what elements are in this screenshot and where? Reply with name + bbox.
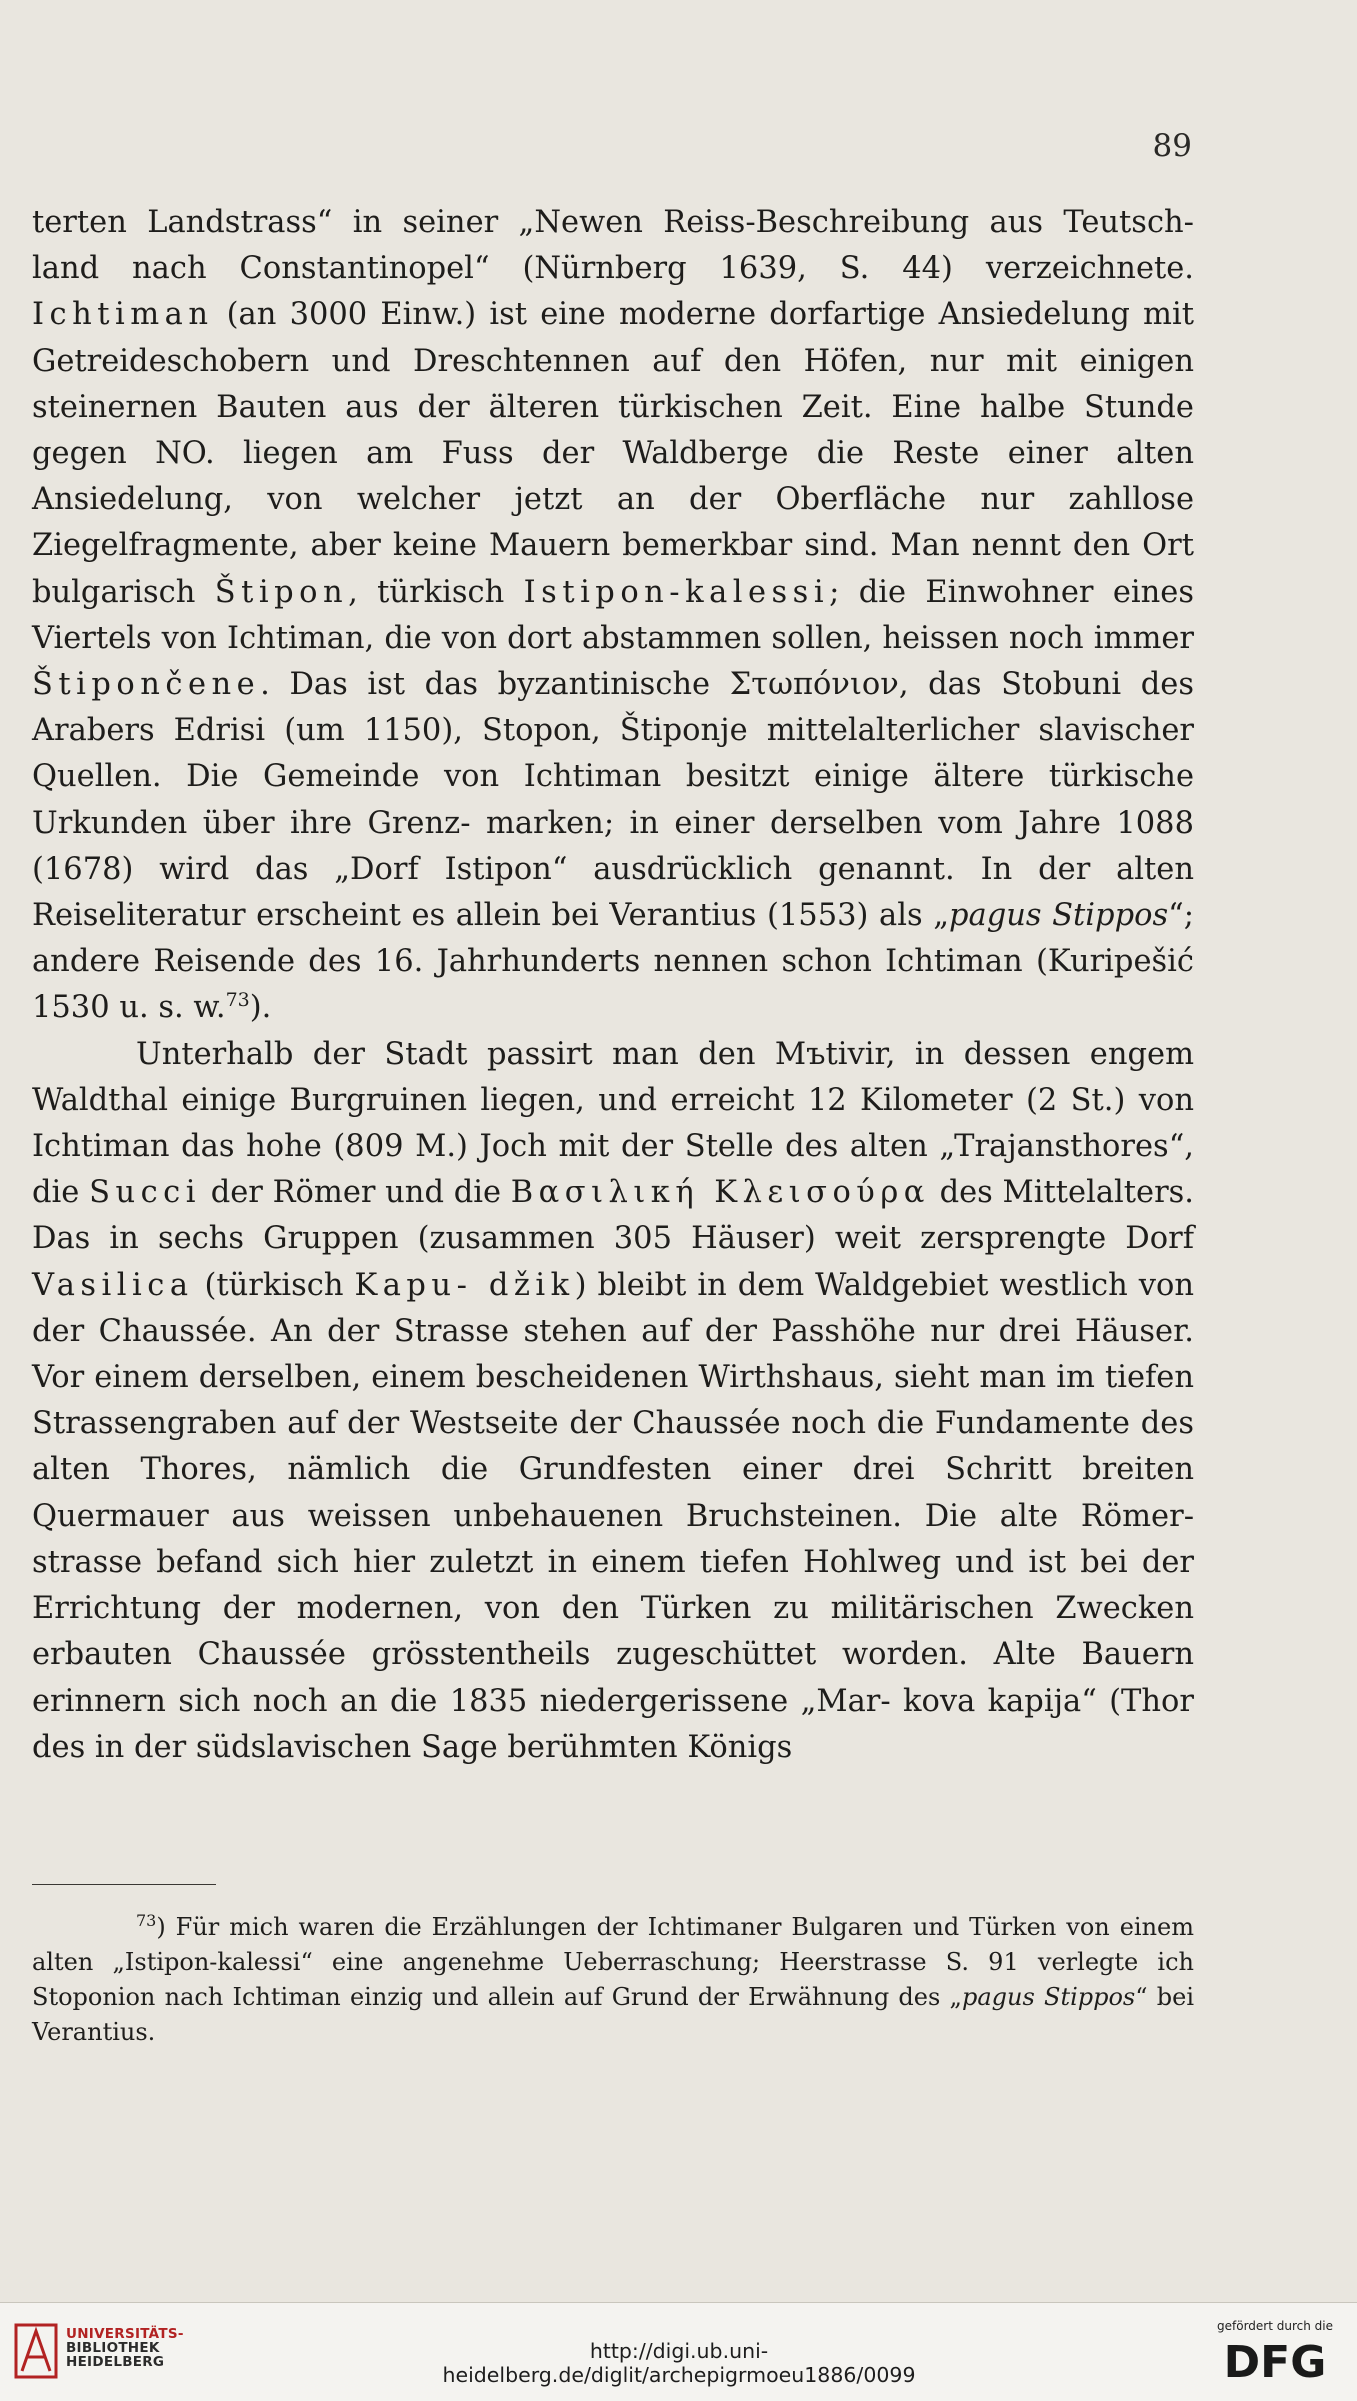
text-run: ). — [249, 990, 272, 1026]
text-run: Βασιλική Κλεισούρα — [510, 1175, 930, 1211]
text-run: Unterhalb der Stadt passirt man den Mъtivir, in dessen engem Waldthal einige Burgruinen liegen, und erreicht 12 Kilometer (2 St.) von Ichtiman das hohe (809 M.) Joch mit der Stelle des alten „Trajansthores“, die — [32, 1036, 1194, 1211]
dfg-logo — [1208, 2335, 1342, 2385]
text-run: pagus Stippos — [949, 898, 1169, 934]
text-run: Kapu- džik — [354, 1267, 575, 1303]
text-run: Štipončene — [32, 667, 261, 703]
footnote-73 — [32, 1910, 1194, 2050]
text-run: ; die Einwohner eines Viertels von Ichtiman, die von dort abstammen sollen, heissen noch immer — [32, 574, 1194, 656]
text-run: Štipon — [214, 574, 349, 610]
text-run: Ichtiman — [32, 297, 214, 333]
footnote-reference: 73 — [225, 989, 250, 1012]
library-name — [66, 2327, 184, 2369]
footnote — [32, 1910, 1194, 2050]
text-run: Succi — [89, 1175, 201, 1211]
text-run: “; andere Reisende des 16. Jahrhunderts nennen schon Ichtiman (Kuripešić 1530 u. s. w. — [32, 898, 1194, 1026]
paragraph-2 — [32, 1032, 1194, 1771]
permalink-url[interactable]: http://digi.ub.uni-heidelberg.de/diglit/archepigrmoeu1886/0099 — [442, 2339, 916, 2387]
text-run: ) Für mich waren die Erzählungen der Ichtimaner Bulgaren und Türken von einem alten „Istipon-kalessi“ eine angenehme Ueberraschung; Heerstrasse S. 91 verlegte ich Stoponion nach Ichtiman einzig und allein auf Grund der Erwähnung des „ — [32, 1913, 1194, 2011]
library-name-line-3: HEIDELBERG — [66, 2354, 165, 2370]
footnote-marker: 73 — [136, 1911, 157, 1930]
dfg-logo-text: DFG — [1223, 2337, 1327, 2385]
text-run: des Mittelalters. Das in sechs Gruppen (zusammen 305 Häuser) weit zersprengte Dorf — [32, 1175, 1195, 1257]
paragraph-1 — [32, 200, 1194, 1032]
funder-label: gefördert durch die — [1217, 2319, 1333, 2333]
library-name-line-2: BIBLIOTHEK — [66, 2340, 160, 2356]
heidelberg-library-logo-icon — [14, 2323, 58, 2379]
text-run: . Das ist das byzantinische Στωπόνιον, das Stobuni des Arabers Edrisi (um 1150), Stopon, Štiponje mittelalterlicher slavischer Quellen. Die Gemeinde von Ichtiman besitzt einige ältere türkische Urkunden über ihre Grenz- marken; in einer derselben vom Jahre 1088 (1678) wird das „Dorf Istipon“ ausdrücklich genannt. In der alten Reiseliteratur erscheint es allein bei Verantius (1553) als „ — [32, 667, 1194, 934]
text-run: der Römer und die — [200, 1175, 511, 1211]
text-run: Istipon-kalessi — [523, 574, 830, 610]
page-number: 89 — [1152, 128, 1192, 164]
text-run: terten Landstrass“ in seiner „Newen Reiss-Beschreibung aus Teutsch- land nach Constantinopel“ (Nürnberg 1639, S. 44) verzeichnete. — [32, 205, 1194, 287]
text-run: “ bei Verantius. — [32, 1983, 1194, 2046]
text-run: , türkisch — [348, 574, 524, 610]
footnote-separator — [32, 1884, 216, 1885]
footnote-text — [32, 1913, 1194, 2046]
library-name-line-1: UNIVERSITÄTS- — [66, 2326, 184, 2342]
text-run: (türkisch — [193, 1267, 355, 1303]
text-run: pagus Stippos — [961, 1983, 1136, 2011]
text-run: (an 3000 Einw.) ist eine moderne dorfartige Ansiedelung mit Getreideschobern und Dreschtennen auf den Höfen, nur mit einigen steinernen Bauten aus der älteren türkischen Zeit. Eine halbe Stunde gegen NO. liegen am Fuss der Waldberge die Reste einer alten Ansiedelung, von welcher jetzt an der Oberfläche nur zahllose Ziegelfragmente, aber keine Mauern bemerkbar sind. Man nennt den Ort bulgarisch — [32, 297, 1194, 610]
text-run: ) bleibt in dem Waldgebiet westlich von der Chaussée. An der Strasse stehen auf der Passhöhe nur drei Häuser. Vor einem derselben, einem bescheidenen Wirthshaus, sieht man im tiefen Strassengraben auf der Westseite der Chaussée noch die Fundamente des alten Thores, nämlich die Grundfesten einer drei Schritt breiten Quermauer aus weissen unbehauenen Bruchsteinen. Die alte Römer- strasse befand sich hier zuletzt in einem tiefen Hohlweg und ist bei der Errichtung der modernen, von den Türken zu militärischen Zwecken erbauten Chaussée grösstentheils zugeschüttet worden. Alte Bauern erinnern sich noch an die 1835 niedergerissene „Mar- kova kapija“ (Thor des in der südslavischen Sage berühmten Königs — [32, 1267, 1194, 1765]
digitization-footer — [0, 2302, 1357, 2401]
body-text — [32, 200, 1194, 1771]
text-run: Vasilica — [32, 1267, 194, 1303]
